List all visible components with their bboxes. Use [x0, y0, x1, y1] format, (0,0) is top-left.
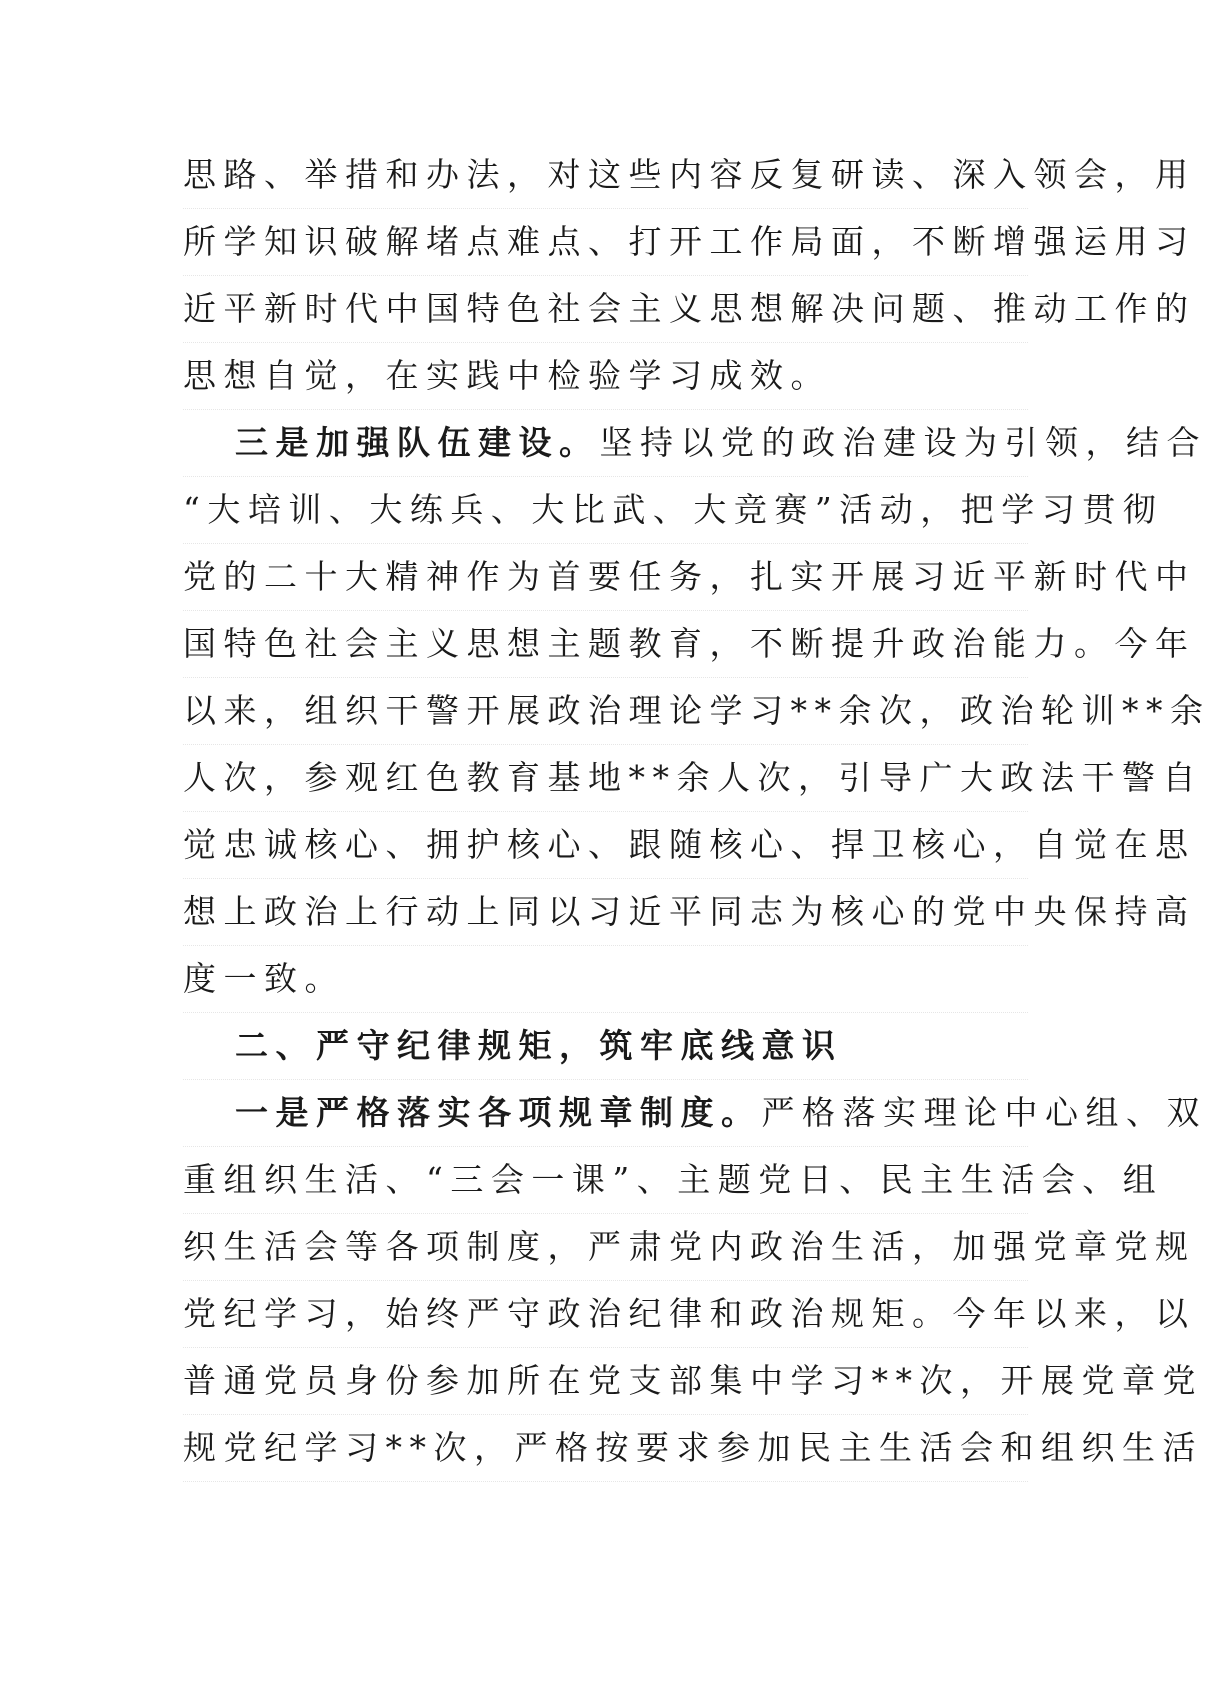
text-line: “大培训、大练兵、大比武、大竞赛”活动，把学习贯彻: [183, 477, 1028, 544]
paragraph-continuation: [183, 142, 1196, 410]
text-line: 思想自觉，在实践中检验学习成效。: [183, 343, 1028, 410]
text-line: 国特色社会主义思想主题教育，不断提升政治能力。今年: [183, 611, 1028, 678]
text-line: 党纪学习，始终严守政治纪律和政治规矩。今年以来，以: [183, 1281, 1028, 1348]
paragraph-rules: [183, 1080, 1207, 1482]
text-line: 重组织生活、“三会一课”、主题党日、民主生活会、组: [183, 1147, 1028, 1214]
section-heading: 二、严守纪律规矩，筑牢底线意识: [183, 1013, 1028, 1080]
text-run: 坚持以党的政治建设为引领，结合: [599, 423, 1207, 462]
text-line: [183, 410, 1207, 477]
text-run: 严格落实理论中心组、双: [761, 1093, 1207, 1132]
text-line: 党的二十大精神作为首要任务，扎实开展习近平新时代中: [183, 544, 1028, 611]
document-body: [183, 142, 1211, 1482]
paragraph-lead: 三是加强队伍建设。: [235, 423, 600, 462]
text-line: 想上政治上行动上同以习近平同志为核心的党中央保持高: [183, 879, 1028, 946]
paragraph-lead: 一是严格落实各项规章制度。: [235, 1093, 762, 1132]
text-line: 度一致。: [183, 946, 1028, 1013]
text-line: 人次，参观红色教育基地**余人次，引导广大政法干警自: [183, 745, 1028, 812]
text-line: 规党纪学习**次，严格按要求参加民主生活会和组织生活: [183, 1415, 1028, 1482]
text-line: 所学知识破解堵点难点、打开工作局面，不断增强运用习: [183, 209, 1028, 276]
text-line: 织生活会等各项制度，严肃党内政治生活，加强党章党规: [183, 1214, 1028, 1281]
text-line: [183, 1080, 1207, 1147]
paragraph-team-building: [183, 410, 1211, 1013]
text-line: 思路、举措和办法，对这些内容反复研读、深入领会，用: [183, 142, 1028, 209]
text-line: 普通党员身份参加所在党支部集中学习**次，开展党章党: [183, 1348, 1028, 1415]
text-line: 以来，组织干警开展政治理论学习**余次，政治轮训**余: [183, 678, 1028, 745]
text-line: 近平新时代中国特色社会主义思想解决问题、推动工作的: [183, 276, 1028, 343]
text-line: 觉忠诚核心、拥护核心、跟随核心、捍卫核心，自觉在思: [183, 812, 1028, 879]
